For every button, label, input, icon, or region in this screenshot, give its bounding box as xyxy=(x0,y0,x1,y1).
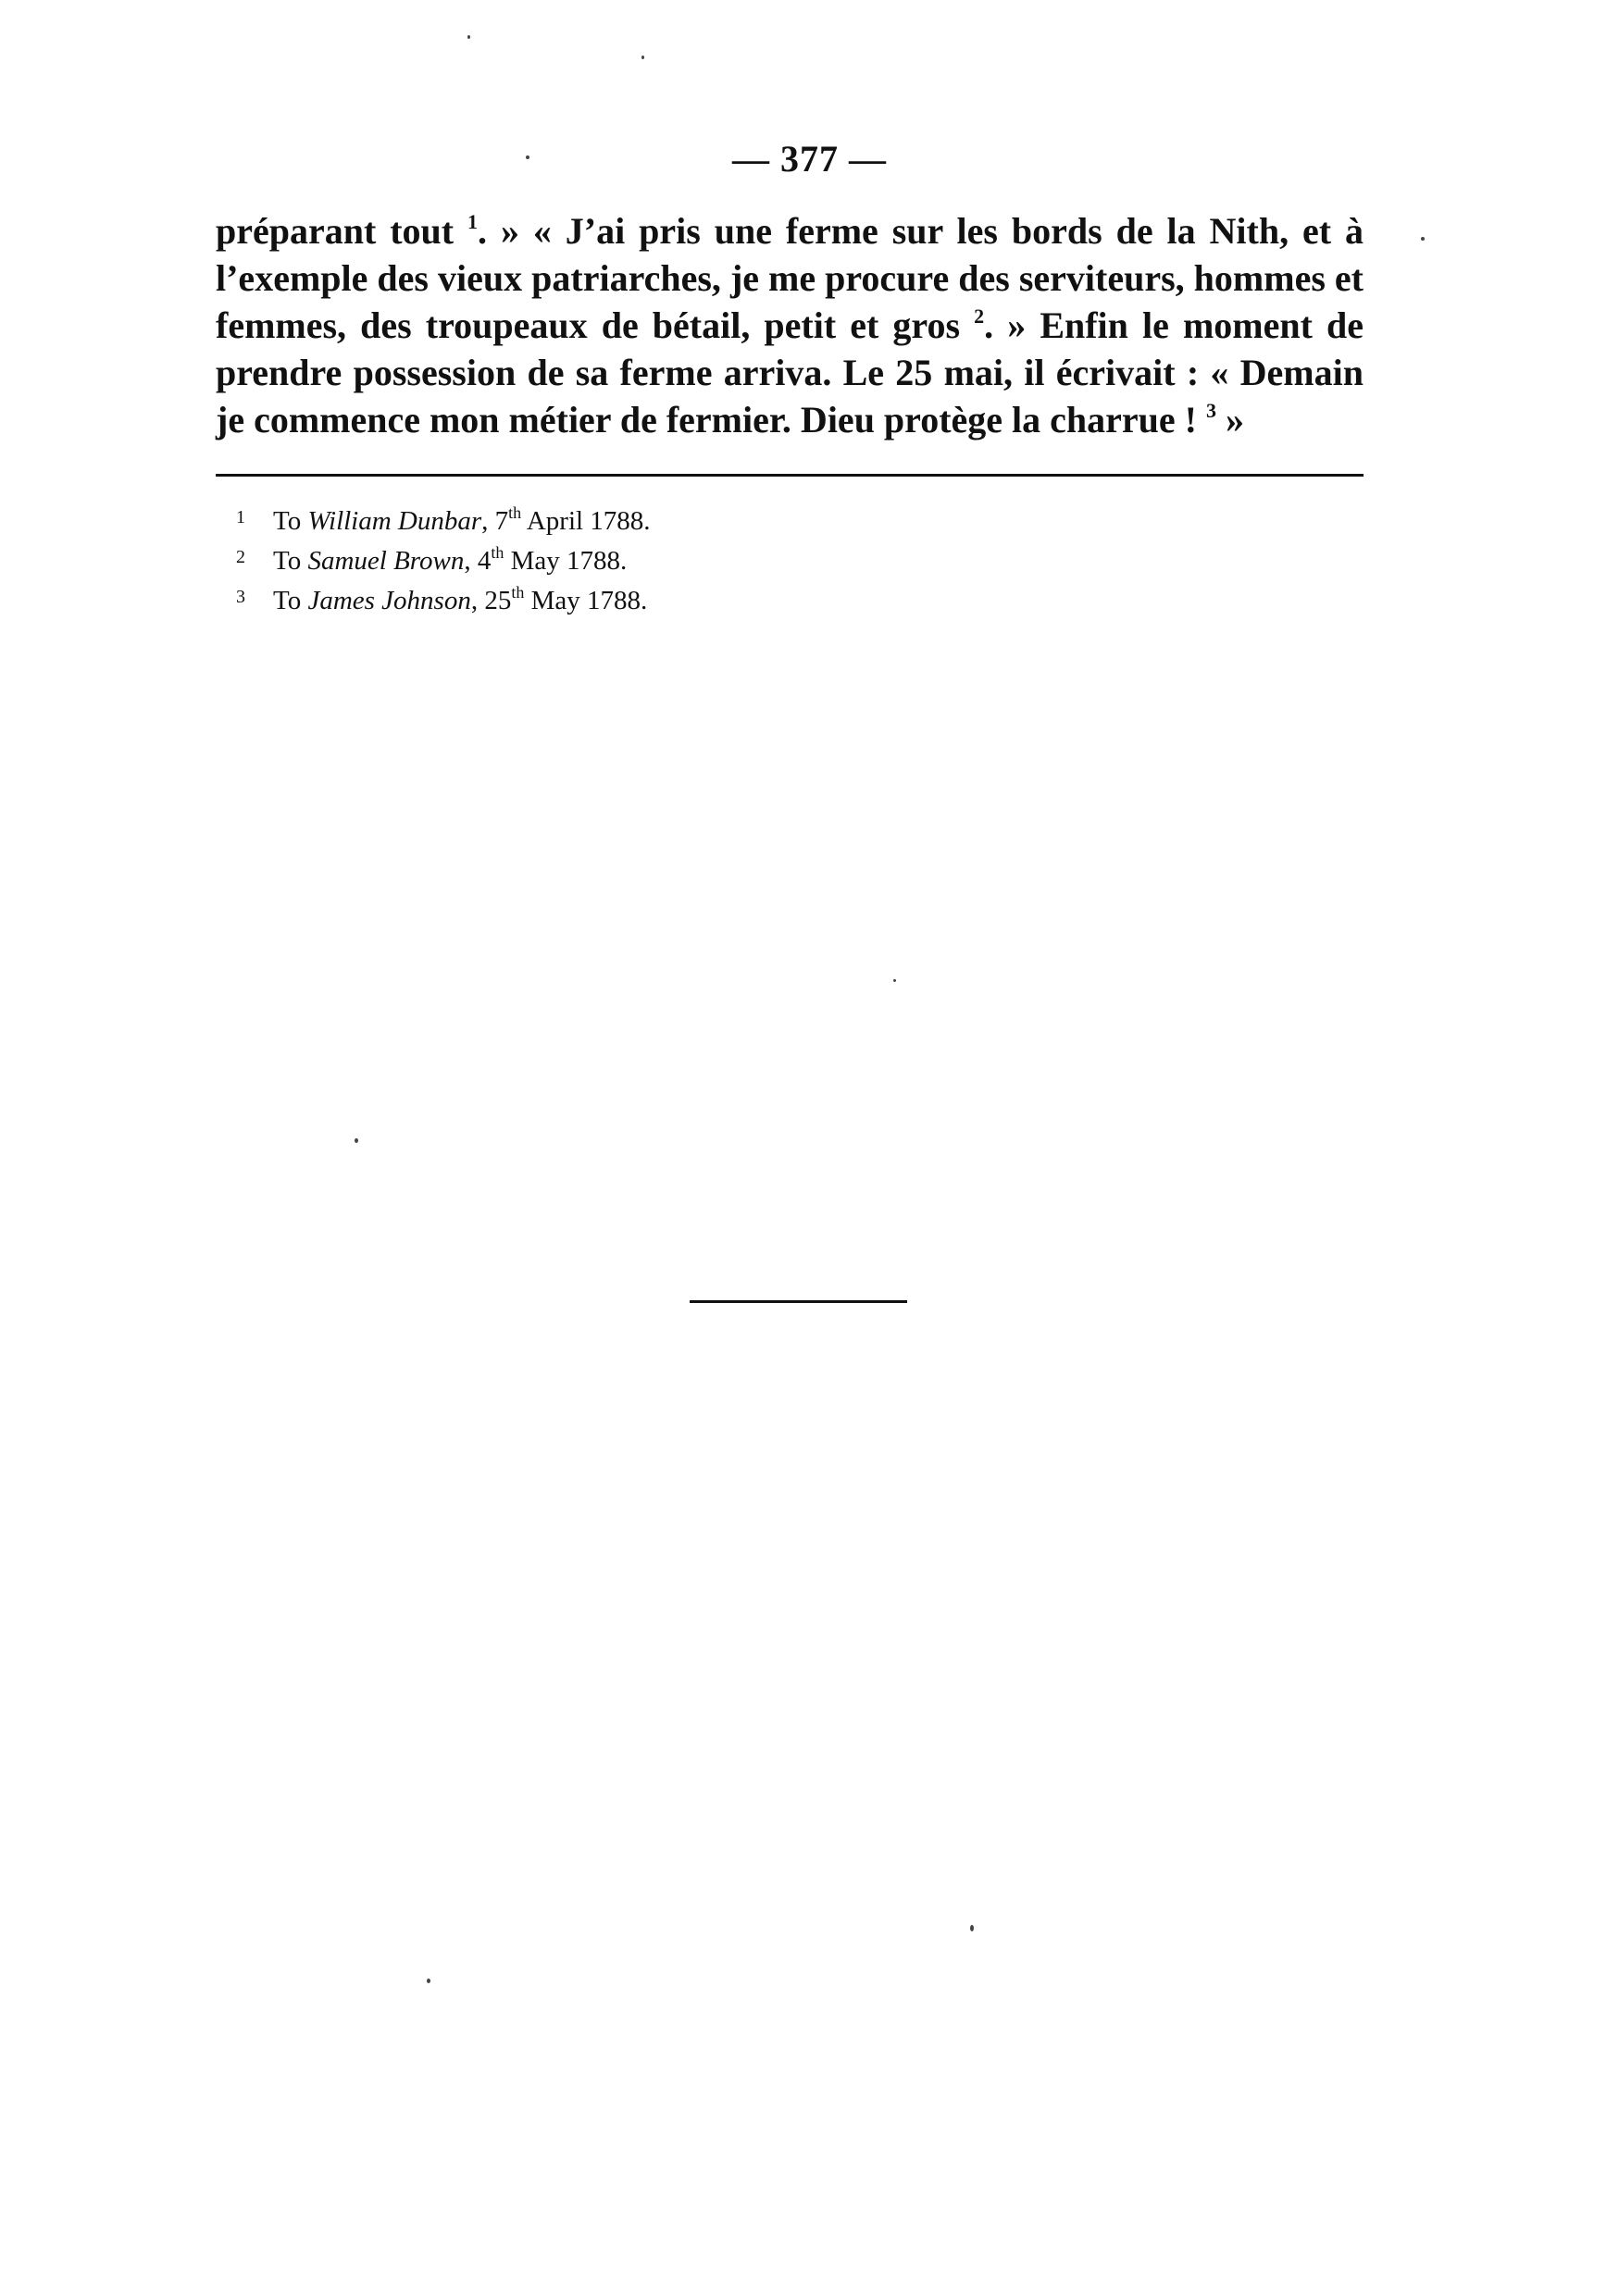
body-line-2: l’exemple des vieux patriarches, je me procure des serviteurs, hommes et xyxy=(216,257,1364,299)
footnote-number: 1 xyxy=(236,507,245,527)
end-divider xyxy=(690,1300,907,1303)
footnote-recipient: Samuel Brown xyxy=(307,546,465,576)
footnote-ref-2[interactable]: 2 xyxy=(974,304,985,328)
scan-speck xyxy=(526,155,529,159)
footnote-recipient: James Johnson xyxy=(307,586,471,615)
scan-speck xyxy=(1421,237,1425,241)
footnote-2: 2 To Samuel Brown, 4th May 1788. xyxy=(236,540,1347,579)
footnote-ref-1[interactable]: 1 xyxy=(467,210,479,233)
footnote-ref-3[interactable]: 3 xyxy=(1205,399,1216,422)
footnote-divider xyxy=(216,474,1364,477)
scan-speck xyxy=(893,979,896,982)
body-line-5: je commence mon métier de fermier. Dieu protège la charrue ! $^3$ » xyxy=(216,399,1244,441)
page-number: — 377 — xyxy=(732,138,887,180)
body-line-1: préparant tout $^1$. » « J’ai pris une ferme sur les bords de la Nith, et à xyxy=(216,210,1364,252)
body-paragraph xyxy=(216,207,1364,443)
scan-speck xyxy=(970,1925,974,1931)
body-line-4: prendre possession de sa ferme arriva. Le 25 mai, il écrivait : « Demain xyxy=(216,352,1364,393)
footnote-3: 3 To James Johnson, 25th May 1788. xyxy=(236,579,1347,619)
footnote-number: 2 xyxy=(236,547,245,567)
footnote-number: 3 xyxy=(236,587,245,607)
scan-speck xyxy=(641,56,644,59)
body-line-3: femmes, des troupeaux de bétail, petit et gros $^2$. » Enfin le moment de xyxy=(216,304,1364,346)
footnote-1: 1 To William Dunbar, 7th April 1788. xyxy=(236,500,1347,540)
scan-speck xyxy=(355,1138,358,1143)
footnote-recipient: William Dunbar xyxy=(307,506,482,536)
scan-speck xyxy=(467,35,470,39)
footnotes xyxy=(236,500,1347,619)
scan-speck xyxy=(427,1979,430,1983)
